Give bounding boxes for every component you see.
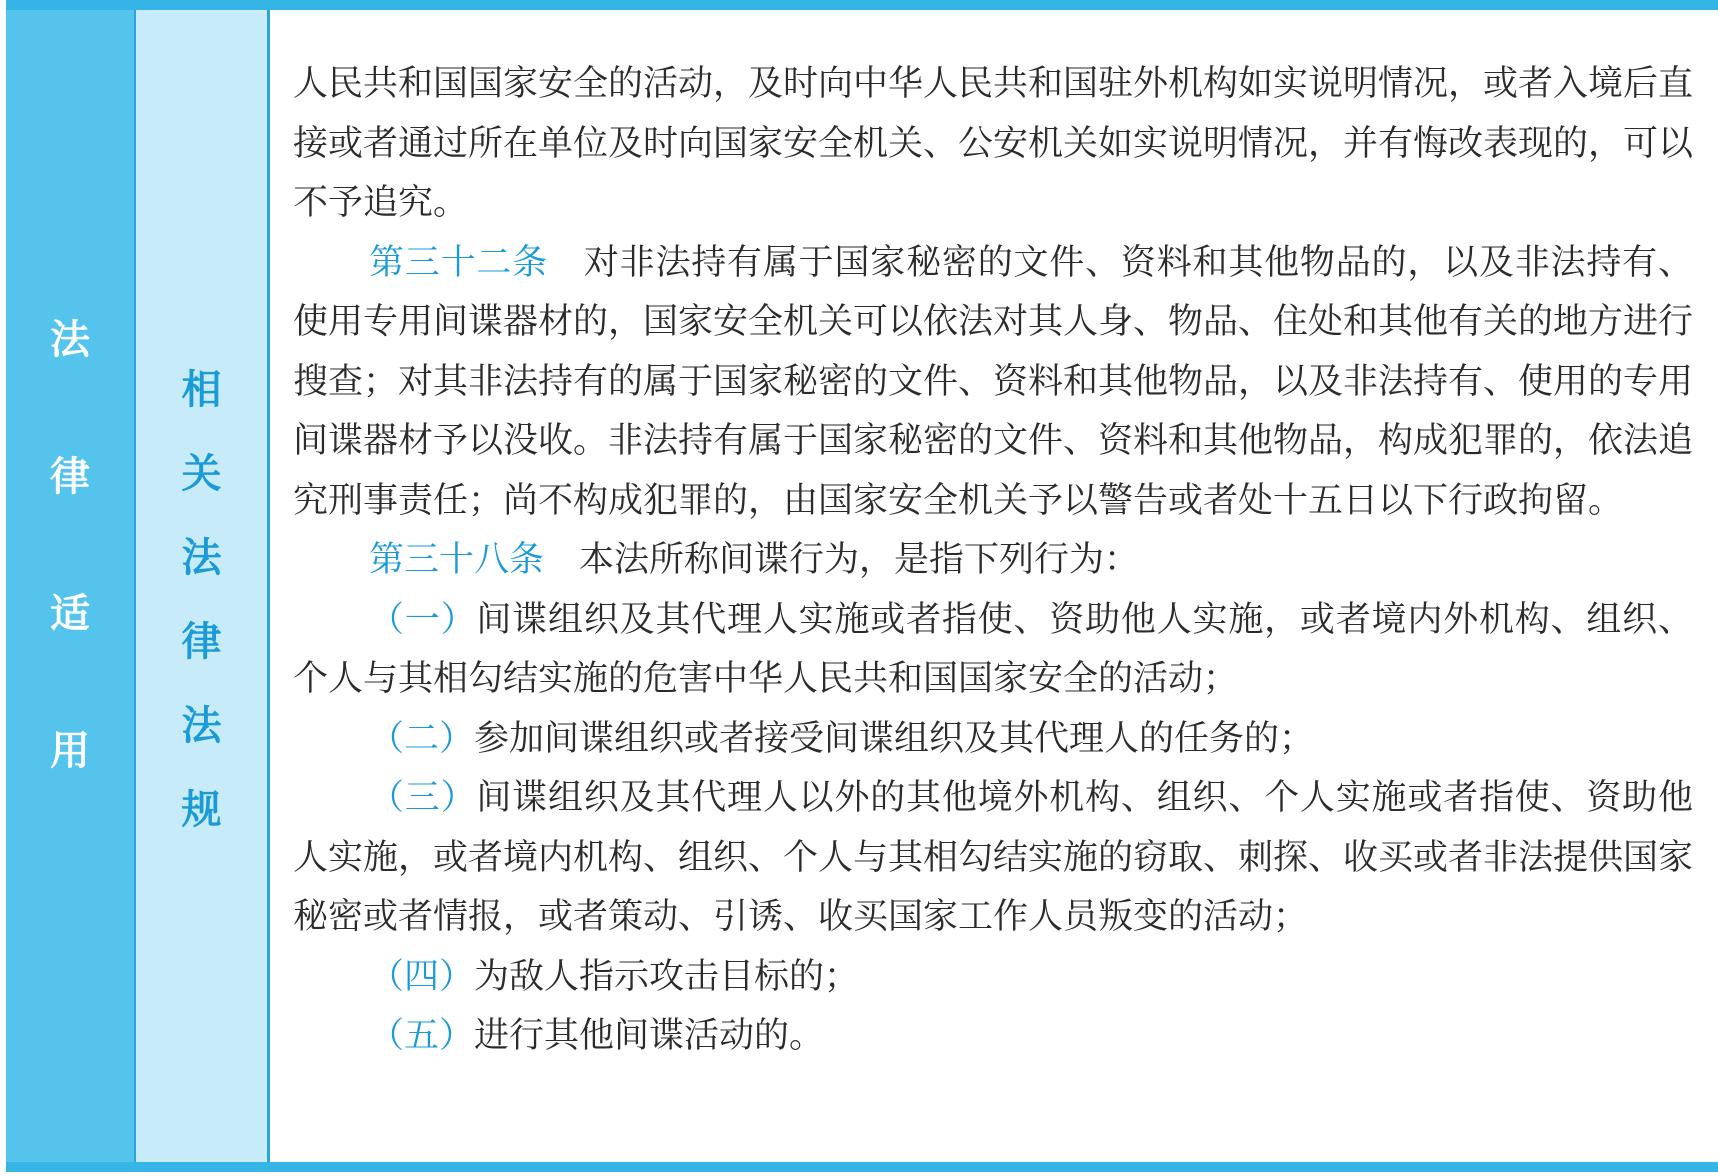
secondary-label-char: 律 bbox=[181, 619, 222, 665]
secondary-label-char: 关 bbox=[181, 451, 222, 497]
secondary-label-char: 法 bbox=[181, 535, 222, 581]
item-text: 为敌人指示攻击目标的； bbox=[474, 956, 860, 997]
item-text: 进行其他间谍活动的。 bbox=[474, 1016, 825, 1056]
top-rule bbox=[6, 0, 1718, 10]
item-number: （四） bbox=[369, 956, 475, 997]
primary-label-char: 律 bbox=[50, 454, 90, 500]
primary-side-label bbox=[6, 317, 134, 868]
secondary-side-column bbox=[136, 10, 270, 1162]
item-number: （三） bbox=[369, 778, 477, 818]
secondary-side-label bbox=[136, 367, 267, 874]
list-item bbox=[293, 948, 1693, 1008]
secondary-label-char: 规 bbox=[181, 787, 222, 833]
item-number: （一） bbox=[369, 599, 477, 640]
item-number: （二） bbox=[369, 718, 475, 759]
main-text bbox=[293, 55, 1693, 1067]
article-heading: 第三十八条 bbox=[369, 540, 545, 580]
secondary-label-char: 相 bbox=[181, 367, 222, 413]
continuation-paragraph: 人民共和国国家安全的活动，及时向中华人民共和国驻外机构如实说明情况，或者入境后直接或者通过所在单位及时向国家安全机关、公安机关如实说明情况，并有悔改表现的，可以不予追究。 bbox=[293, 64, 1694, 223]
list-item bbox=[293, 1007, 1693, 1067]
item-text: 间谍组织及其代理人实施或者指使、资助他人实施，或者境内外机构、组织、个人与其相勾结实施的危害中华人民共和国国家安全的活动； bbox=[293, 599, 1693, 699]
list-item bbox=[293, 591, 1693, 710]
secondary-label-char: 法 bbox=[181, 703, 222, 749]
item-number: （五） bbox=[369, 1016, 475, 1056]
item-text: 参加间谍组织或者接受间谍组织及其代理人的任务的； bbox=[474, 718, 1315, 759]
list-item bbox=[293, 769, 1693, 948]
primary-side-column bbox=[6, 10, 136, 1162]
article-gap bbox=[548, 243, 584, 283]
article-32 bbox=[293, 234, 1693, 532]
article-heading: 第三十二条 bbox=[369, 242, 549, 283]
primary-label-char: 法 bbox=[50, 317, 90, 363]
list-item bbox=[293, 710, 1693, 770]
article-text: 对非法持有属于国家秘密的文件、资料和其他物品的，以及非法持有、使用专用间谍器材的，国家安全机关可以依法对其人身、物品、住处和其他有关的地方进行搜查；对其非法持有的属于国家秘密的文件、资料和其他物品，以及非法持有、使用的专用间谍器材予以没收。非法持有属于国家秘密的文件、资料和其他物品，构成犯罪的，依法追究刑事责任；尚不构成犯罪的，由国家安全机关予以警告或者处十五日以下行政拘留。 bbox=[293, 242, 1694, 521]
primary-label-char: 适 bbox=[50, 591, 90, 637]
item-text: 间谍组织及其代理人以外的其他境外机构、组织、个人实施或者指使、资助他人实施，或者境内机构、组织、个人与其相勾结实施的窃取、刺探、收买或者非法提供国家秘密或者情报，或者策动、引诱、收买国家工作人员叛变的活动； bbox=[293, 778, 1694, 937]
bottom-rule bbox=[6, 1162, 1718, 1172]
primary-label-char: 用 bbox=[50, 728, 90, 774]
article-38 bbox=[293, 531, 1693, 591]
article-gap bbox=[544, 540, 579, 580]
article-text: 本法所称间谍行为，是指下列行为： bbox=[579, 540, 1140, 580]
